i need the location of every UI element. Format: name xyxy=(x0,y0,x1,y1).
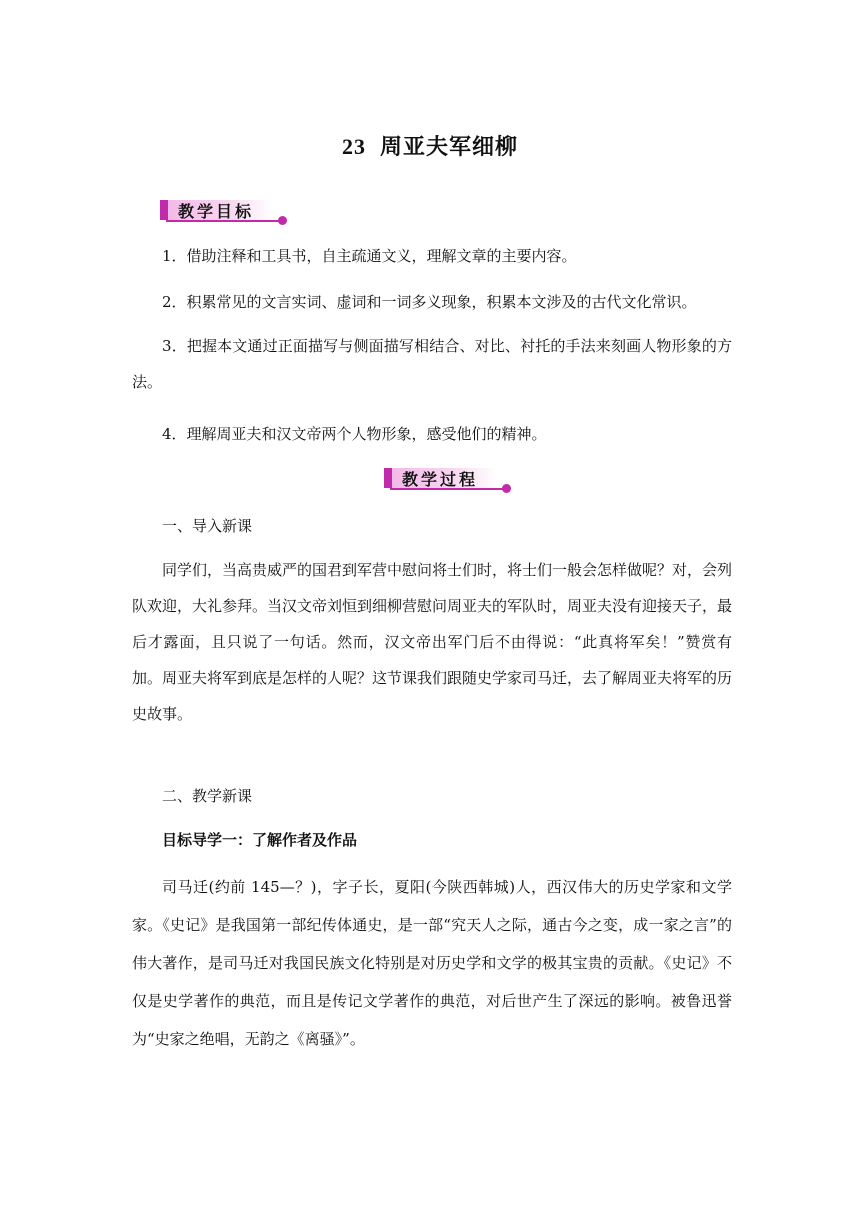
page-title xyxy=(0,130,860,161)
step1-text: 同学们，当高贵威严的国君到军营中慰问将士们时，将士们一般会怎样做呢？对，会列队欢迎，大礼参拜。当汉文帝刘恒到细柳营慰问周亚夫的军队时，周亚夫没有迎接天子，最后才露面，且只说了一句话。然而，汉文帝出军门后不由得说：“此真将军矣！”赞赏有加。周亚夫将军到底是怎样的人呢？这节课我们跟随史学家司马迁，去了解周亚夫将军的历史故事。 xyxy=(132,561,733,723)
step1-heading: 一、导入新课 xyxy=(162,517,253,535)
objective-item-2: 2．积累常见的文言实词、虚词和一词多义现象，积累本文涉及的古代文化常识。 xyxy=(162,293,697,311)
objectives-section-badge xyxy=(160,196,292,226)
lesson-title: 周亚夫军细柳 xyxy=(379,134,518,160)
objectives-section-label: 教学目标 xyxy=(178,202,255,221)
process-section-label: 教学过程 xyxy=(402,470,479,489)
step2-heading: 二、教学新课 xyxy=(162,787,253,805)
goal1-heading: 目标导学一：了解作者及作品 xyxy=(162,831,358,849)
objective-item-3: 3．把握本文通过正面描写与侧面描写相结合、对比、衬托的手法来刻画人物形象的方法。 xyxy=(132,337,732,391)
objective-item-4: 4．理解周亚夫和汉文帝两个人物形象，感受他们的精神。 xyxy=(162,425,547,443)
goal1-text: 司马迁(约前 145—？)，字子长，夏阳(今陕西韩城)人，西汉伟大的历史学家和文学家。《史记》是我国第一部纪传体通史，是一部“究天人之际，通古今之变，成一家之言”的伟大著作，是司马迁对我国民族文化特别是对历史学和文学的极其宝贵的贡献。《史记》不仅是史学著作的典范，而且是传记文学著作的典范，对后世产生了深远的影响。被鲁迅誉为“史家之绝唱，无韵之《离骚》”。 xyxy=(132,878,732,1048)
lesson-number: 23 xyxy=(341,134,366,159)
objective-item-1: 1．借助注释和工具书，自主疏通文义，理解文章的主要内容。 xyxy=(162,247,577,265)
process-section-badge xyxy=(384,464,516,494)
